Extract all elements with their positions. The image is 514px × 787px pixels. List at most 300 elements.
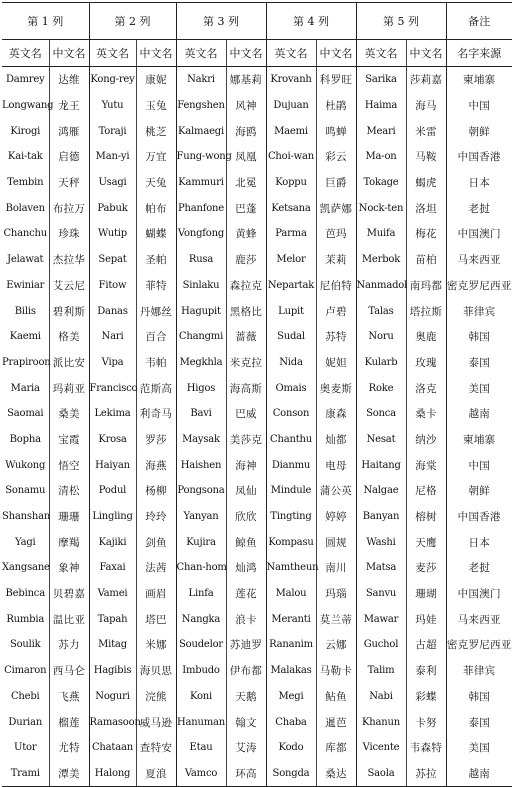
name-origin-cell: 中国澳门 — [446, 581, 512, 607]
chinese-name-cell: 梅花 — [406, 221, 446, 247]
english-name-cell: Rusa — [176, 247, 226, 273]
chinese-name-cell: 浣熊 — [136, 684, 176, 710]
english-name-cell: Kajiki — [89, 529, 136, 555]
english-name-cell: Changmi — [176, 324, 226, 350]
sub-header-name-origin: 名字来源 — [446, 40, 512, 67]
table-row — [2, 427, 512, 453]
english-name-cell: Kujira — [176, 529, 226, 555]
name-origin-cell: 马来西亚 — [446, 247, 512, 273]
chinese-name-cell: 美莎克 — [226, 427, 266, 453]
chinese-name-cell: 苏拉 — [406, 761, 446, 787]
chinese-name-cell: 苏特 — [316, 324, 356, 350]
english-name-cell: Shanshan — [2, 511, 51, 523]
english-name-cell: Kirogi — [10, 125, 41, 137]
name-origin-cell: 中国香港 — [446, 504, 512, 530]
name-origin-cell: 越南 — [446, 761, 512, 787]
english-name-cell: Chataan — [89, 735, 136, 761]
table-row — [2, 761, 512, 787]
name-origin-cell: 中国 — [446, 93, 512, 119]
name-origin-cell: 韩国 — [446, 684, 512, 710]
chinese-name-cell: 苗柏 — [406, 247, 446, 273]
table-row — [2, 247, 512, 273]
sub-header-english: 英文名 — [176, 40, 226, 67]
chinese-name-cell: 摩羯 — [49, 529, 89, 555]
chinese-name-cell: 莲花 — [226, 581, 266, 607]
sub-header-english: 英文名 — [266, 40, 316, 67]
name-origin-cell: 中国香港 — [446, 144, 512, 170]
name-origin-cell: 中国 — [446, 452, 512, 478]
english-name-cell: Kong-rey — [89, 67, 136, 93]
chinese-name-cell: 海燕 — [136, 452, 176, 478]
english-name-cell: Songda — [266, 761, 316, 787]
chinese-name-cell: 海神 — [226, 452, 266, 478]
table-row — [2, 221, 512, 247]
chinese-name-cell: 派比安 — [49, 350, 89, 376]
english-name-cell: Mitag — [89, 632, 136, 658]
table-row — [2, 170, 512, 196]
chinese-name-cell: 玛莉亚 — [49, 375, 89, 401]
chinese-name-cell: 万宜 — [136, 144, 176, 170]
english-name-cell: Dianmu — [266, 452, 316, 478]
chinese-name-cell: 莫兰蒂 — [316, 606, 356, 632]
english-name-cell: Guchol — [356, 632, 406, 658]
chinese-name-cell: 黑格比 — [226, 298, 266, 324]
chinese-name-cell: 巴蓬 — [226, 195, 266, 221]
english-name-cell: Melor — [266, 247, 316, 273]
chinese-name-cell: 潭美 — [49, 761, 89, 787]
table-row — [2, 401, 512, 427]
chinese-name-cell: 塔巴 — [136, 606, 176, 632]
chinese-name-cell: 韦森特 — [406, 735, 446, 761]
name-origin-cell: 中国澳门 — [446, 221, 512, 247]
chinese-name-cell: 布拉万 — [49, 195, 89, 221]
english-name-cell: Washi — [356, 529, 406, 555]
english-name-cell: Namtheun — [266, 555, 316, 581]
chinese-name-cell: 玉兔 — [136, 93, 176, 119]
table-row — [2, 555, 512, 581]
chinese-name-cell: 马勒卡 — [316, 658, 356, 684]
english-name-cell: Bopha — [9, 433, 41, 445]
chinese-name-cell: 罗莎 — [136, 427, 176, 453]
name-origin-cell: 老挝 — [446, 195, 512, 221]
chinese-name-cell: 西马仑 — [49, 658, 89, 684]
chinese-name-cell: 圣帕 — [136, 247, 176, 273]
chinese-name-cell: 菲特 — [136, 273, 176, 299]
chinese-name-cell: 榕树 — [406, 504, 446, 530]
group-header-4: 第 4 列 — [266, 3, 356, 40]
chinese-name-cell: 天兔 — [136, 170, 176, 196]
name-origin-cell: 柬埔寨 — [446, 67, 512, 93]
chinese-name-cell: 榴莲 — [49, 709, 89, 735]
name-origin-cell: 泰国 — [446, 350, 512, 376]
chinese-name-cell: 珍珠 — [49, 221, 89, 247]
name-origin-cell: 美国 — [446, 735, 512, 761]
english-name-cell: Omais — [266, 375, 316, 401]
chinese-name-cell: 桃芝 — [136, 118, 176, 144]
chinese-name-cell: 海贝思 — [136, 658, 176, 684]
english-name-cell: Tingting — [266, 504, 316, 530]
chinese-name-cell: 桑卡 — [406, 401, 446, 427]
name-origin-cell: 老挝 — [446, 555, 512, 581]
chinese-name-cell: 贝碧嘉 — [49, 581, 89, 607]
english-name-cell: Haima — [356, 93, 406, 119]
chinese-name-cell: 鲇鱼 — [316, 684, 356, 710]
group-header-3: 第 3 列 — [176, 3, 266, 40]
chinese-name-cell: 电母 — [316, 452, 356, 478]
chinese-name-cell: 彩蝶 — [406, 684, 446, 710]
english-name-cell: Bebinca — [5, 588, 45, 600]
chinese-name-cell: 杜鹃 — [316, 93, 356, 119]
english-name-cell: Sarika — [356, 67, 406, 93]
english-name-cell: Nabi — [356, 684, 406, 710]
note-header: 备注 — [446, 3, 512, 40]
name-origin-cell: 密克罗尼西亚 — [446, 273, 512, 299]
english-name-cell: Talas — [356, 298, 406, 324]
chinese-name-cell: 凤仙 — [226, 478, 266, 504]
english-name-cell: Lupit — [266, 298, 316, 324]
english-name-cell: Durian — [8, 716, 43, 728]
english-name-cell: Danas — [89, 298, 136, 324]
chinese-name-cell: 宝霞 — [49, 427, 89, 453]
english-name-cell: Maemi — [266, 118, 316, 144]
english-name-cell: Ramasoon — [89, 709, 136, 735]
english-name-cell: Vongfong — [176, 221, 226, 247]
english-name-cell: Koppu — [266, 170, 316, 196]
english-name-cell: Malakas — [266, 658, 316, 684]
chinese-name-cell: 米克拉 — [226, 350, 266, 376]
chinese-name-cell: 画眉 — [136, 581, 176, 607]
english-name-cell: Man-yi — [89, 144, 136, 170]
english-name-cell: Banyan — [356, 504, 406, 530]
chinese-name-cell: 库都 — [316, 735, 356, 761]
chinese-name-cell: 达维 — [49, 67, 89, 93]
chinese-name-cell: 飞燕 — [49, 684, 89, 710]
chinese-name-cell: 卢碧 — [316, 298, 356, 324]
chinese-name-cell: 塔拉斯 — [406, 298, 446, 324]
english-name-cell: Megi — [266, 684, 316, 710]
chinese-name-cell: 南川 — [316, 555, 356, 581]
english-name-cell: Lekima — [89, 401, 136, 427]
english-name-cell: Tokage — [356, 170, 406, 196]
chinese-name-cell: 桑美 — [49, 401, 89, 427]
english-name-cell: Matsa — [356, 555, 406, 581]
chinese-name-cell: 玲玲 — [136, 504, 176, 530]
english-name-cell: Chanchu — [3, 228, 48, 240]
chinese-name-cell: 海马 — [406, 93, 446, 119]
english-name-cell: Fitow — [89, 273, 136, 299]
english-name-cell: Kompasu — [266, 529, 316, 555]
chinese-name-cell: 欣欣 — [226, 504, 266, 530]
chinese-name-cell: 丹娜丝 — [136, 298, 176, 324]
english-name-cell: Nari — [89, 324, 136, 350]
english-name-cell: Nalgae — [356, 478, 406, 504]
name-origin-cell: 菲律宾 — [446, 298, 512, 324]
table-row — [2, 67, 512, 93]
english-name-cell: Sonca — [356, 401, 406, 427]
chinese-name-cell: 米娜 — [136, 632, 176, 658]
english-name-cell: Muifa — [356, 221, 406, 247]
chinese-name-cell: 云娜 — [316, 632, 356, 658]
english-name-cell: Sonamu — [5, 485, 46, 497]
chinese-name-cell: 纳沙 — [406, 427, 446, 453]
chinese-name-cell: 北冕 — [226, 170, 266, 196]
chinese-name-cell: 鸿雁 — [49, 118, 89, 144]
chinese-name-cell: 百合 — [136, 324, 176, 350]
chinese-name-cell: 韦帕 — [136, 350, 176, 376]
chinese-name-cell: 珊珊 — [49, 504, 89, 530]
english-name-cell: Nida — [266, 350, 316, 376]
chinese-name-cell: 玛娃 — [406, 606, 446, 632]
chinese-name-cell: 利奇马 — [136, 401, 176, 427]
english-name-cell: Saomai — [7, 408, 44, 420]
english-name-cell: Talim — [356, 658, 406, 684]
english-name-cell: Cimaron — [4, 665, 47, 677]
english-name-cell: Meari — [356, 118, 406, 144]
english-name-cell: Yanyan — [176, 504, 226, 530]
english-name-cell: Krovanh — [266, 67, 316, 93]
chinese-name-cell: 麦莎 — [406, 555, 446, 581]
chinese-name-cell: 威马逊 — [136, 709, 176, 735]
chinese-name-cell: 剑鱼 — [136, 529, 176, 555]
group-header-row — [2, 3, 512, 40]
english-name-cell: Yagi — [14, 536, 36, 548]
chinese-name-cell: 温比亚 — [49, 606, 89, 632]
chinese-name-cell: 象神 — [49, 555, 89, 581]
chinese-name-cell: 古超 — [406, 632, 446, 658]
chinese-name-cell: 巴威 — [226, 401, 266, 427]
name-origin-cell: 菲律宾 — [446, 658, 512, 684]
english-name-cell: Rananim — [266, 632, 316, 658]
sub-header-row — [2, 40, 512, 67]
chinese-name-cell: 查特安 — [136, 735, 176, 761]
english-name-cell: Vicente — [356, 735, 406, 761]
name-origin-cell: 密克罗尼西亚 — [446, 632, 512, 658]
chinese-name-cell: 海鸥 — [226, 118, 266, 144]
chinese-name-cell: 暹芭 — [316, 709, 356, 735]
chinese-name-cell: 卡努 — [406, 709, 446, 735]
chinese-name-cell: 帕布 — [136, 195, 176, 221]
english-name-cell: Soulik — [9, 639, 41, 651]
english-name-cell: Nanmadol — [356, 273, 406, 299]
english-name-cell: Etau — [176, 735, 226, 761]
english-name-cell: Soudelor — [176, 632, 226, 658]
chinese-name-cell: 碧利斯 — [49, 298, 89, 324]
english-name-cell: Haishen — [176, 452, 226, 478]
table-row — [2, 93, 512, 119]
name-origin-cell: 日本 — [446, 170, 512, 196]
english-name-cell: Linfa — [176, 581, 226, 607]
chinese-name-cell: 范斯高 — [136, 375, 176, 401]
chinese-name-cell: 清松 — [49, 478, 89, 504]
chinese-name-cell: 凤凰 — [226, 144, 266, 170]
chinese-name-cell: 夏浪 — [136, 761, 176, 787]
english-name-cell: Parma — [266, 221, 316, 247]
table-row — [2, 504, 512, 530]
chinese-name-cell: 启德 — [49, 144, 89, 170]
english-name-cell: Faxai — [89, 555, 136, 581]
chinese-name-cell: 格美 — [49, 324, 89, 350]
name-origin-cell: 韩国 — [446, 324, 512, 350]
english-name-cell: Hanuman — [176, 709, 226, 735]
chinese-name-cell: 环高 — [226, 761, 266, 787]
english-name-cell: Haiyan — [89, 452, 136, 478]
english-name-cell: Nangka — [176, 606, 226, 632]
english-name-cell: Jelawat — [7, 254, 44, 266]
english-name-cell: Nesat — [356, 427, 406, 453]
chinese-name-cell: 黄蜂 — [226, 221, 266, 247]
table-row — [2, 375, 512, 401]
english-name-cell: Usagi — [89, 170, 136, 196]
english-name-cell: Tapah — [89, 606, 136, 632]
table-row — [2, 478, 512, 504]
english-name-cell: Damrey — [5, 74, 45, 86]
table-row — [2, 452, 512, 478]
group-header-1: 第 1 列 — [2, 3, 89, 40]
chinese-name-cell: 蒲公英 — [316, 478, 356, 504]
english-name-cell: Roke — [356, 375, 406, 401]
table-row — [2, 529, 512, 555]
chinese-name-cell: 苏力 — [49, 632, 89, 658]
table-body — [2, 67, 512, 787]
table-row — [2, 350, 512, 376]
name-origin-cell: 越南 — [446, 401, 512, 427]
sub-header-english: 英文名 — [356, 40, 406, 67]
english-name-cell: Ma-on — [356, 144, 406, 170]
english-name-cell: Bolaven — [5, 202, 45, 214]
chinese-name-cell: 莎莉嘉 — [406, 67, 446, 93]
chinese-name-cell: 娜基莉 — [226, 67, 266, 93]
english-name-cell: Xangsane — [2, 562, 50, 574]
chinese-name-cell: 奥鹿 — [406, 324, 446, 350]
chinese-name-cell: 天鹅 — [226, 684, 266, 710]
table-row — [2, 298, 512, 324]
english-name-cell: Phanfone — [176, 195, 226, 221]
english-name-cell: Sudal — [266, 324, 316, 350]
english-name-cell: Kularb — [356, 350, 406, 376]
chinese-name-cell: 杨柳 — [136, 478, 176, 504]
english-name-cell: Kodo — [266, 735, 316, 761]
chinese-name-cell: 翰文 — [226, 709, 266, 735]
english-name-cell: Conson — [266, 401, 316, 427]
english-name-cell: Podul — [89, 478, 136, 504]
english-name-cell: Sepat — [89, 247, 136, 273]
english-name-cell: Wukong — [5, 459, 46, 471]
chinese-name-cell: 芭玛 — [316, 221, 356, 247]
table-row — [2, 709, 512, 735]
typhoon-name-table — [2, 2, 512, 787]
chinese-name-cell: 鹿莎 — [226, 247, 266, 273]
name-origin-cell: 日本 — [446, 529, 512, 555]
chinese-name-cell: 洛坦 — [406, 195, 446, 221]
english-name-cell: Lingling — [89, 504, 136, 530]
sub-header-chinese: 中文名 — [406, 40, 446, 67]
english-name-cell: Khanun — [356, 709, 406, 735]
english-name-cell: Maysak — [176, 427, 226, 453]
sub-header-chinese: 中文名 — [136, 40, 176, 67]
english-name-cell: Toraji — [89, 118, 136, 144]
name-origin-cell: 美国 — [446, 375, 512, 401]
english-name-cell: Vamei — [89, 581, 136, 607]
english-name-cell: Kammuri — [176, 170, 226, 196]
chinese-name-cell: 蔷薇 — [226, 324, 266, 350]
english-name-cell: Nock-ten — [356, 195, 406, 221]
chinese-name-cell: 蝴蝶 — [136, 221, 176, 247]
chinese-name-cell: 彩云 — [316, 144, 356, 170]
english-name-cell: Bavi — [176, 401, 226, 427]
table-row — [2, 632, 512, 658]
table-row — [2, 118, 512, 144]
chinese-name-cell: 天鹰 — [406, 529, 446, 555]
chinese-name-cell: 鸣蝉 — [316, 118, 356, 144]
english-name-cell: Chan-hom — [176, 555, 226, 581]
english-name-cell: Sanvu — [356, 581, 406, 607]
english-name-cell: Francisco — [89, 375, 136, 401]
chinese-name-cell: 洛克 — [406, 375, 446, 401]
chinese-name-cell: 康森 — [316, 401, 356, 427]
english-name-cell: Kaemi — [9, 331, 41, 343]
english-name-cell: Trami — [2, 761, 49, 787]
group-header-2: 第 2 列 — [89, 3, 176, 40]
english-name-cell: Hagupit — [176, 298, 226, 324]
chinese-name-cell: 鲸鱼 — [226, 529, 266, 555]
chinese-name-cell: 桑达 — [316, 761, 356, 787]
chinese-name-cell: 杰拉华 — [49, 247, 89, 273]
chinese-name-cell: 玫瑰 — [406, 350, 446, 376]
chinese-name-cell: 蝎虎 — [406, 170, 446, 196]
english-name-cell: Nepartak — [266, 273, 316, 299]
chinese-name-cell: 伊布都 — [226, 658, 266, 684]
chinese-name-cell: 马鞍 — [406, 144, 446, 170]
chinese-name-cell: 巨爵 — [316, 170, 356, 196]
english-name-cell: Chanthu — [266, 427, 316, 453]
chinese-name-cell: 灿鸿 — [226, 555, 266, 581]
english-name-cell: Nakri — [176, 67, 226, 93]
chinese-name-cell: 玛瑙 — [316, 581, 356, 607]
chinese-name-cell: 海棠 — [406, 452, 446, 478]
sub-header-english: 英文名 — [89, 40, 136, 67]
table-row — [2, 195, 512, 221]
english-name-cell: Meranti — [266, 606, 316, 632]
english-name-cell: Merbok — [356, 247, 406, 273]
chinese-name-cell: 悟空 — [49, 452, 89, 478]
english-name-cell: Imbudo — [176, 658, 226, 684]
chinese-name-cell: 森拉克 — [226, 273, 266, 299]
table-row — [2, 324, 512, 350]
chinese-name-cell: 妮妲 — [316, 350, 356, 376]
english-name-cell: Higos — [176, 375, 226, 401]
chinese-name-cell: 尼格 — [406, 478, 446, 504]
english-name-cell: Bilis — [14, 305, 36, 317]
sub-header-english: 英文名 — [2, 40, 49, 67]
sub-header-chinese: 中文名 — [49, 40, 89, 67]
name-origin-cell: 柬埔寨 — [446, 427, 512, 453]
english-name-cell: Kai-tak — [7, 151, 43, 163]
english-name-cell: Rumbia — [6, 613, 45, 625]
english-name-cell: Choi-wan — [266, 144, 316, 170]
chinese-name-cell: 海高斯 — [226, 375, 266, 401]
english-name-cell: Sinlaku — [176, 273, 226, 299]
chinese-name-cell: 珊瑚 — [406, 581, 446, 607]
table-row — [2, 606, 512, 632]
english-name-cell: Utor — [14, 742, 37, 754]
chinese-name-cell: 龙王 — [49, 93, 89, 119]
english-name-cell: Chebi — [10, 690, 40, 702]
english-name-cell: Pongsona — [176, 478, 226, 504]
english-name-cell: Mindule — [266, 478, 316, 504]
table-row — [2, 144, 512, 170]
group-header-5: 第 5 列 — [356, 3, 446, 40]
english-name-cell: Halong — [89, 761, 136, 787]
